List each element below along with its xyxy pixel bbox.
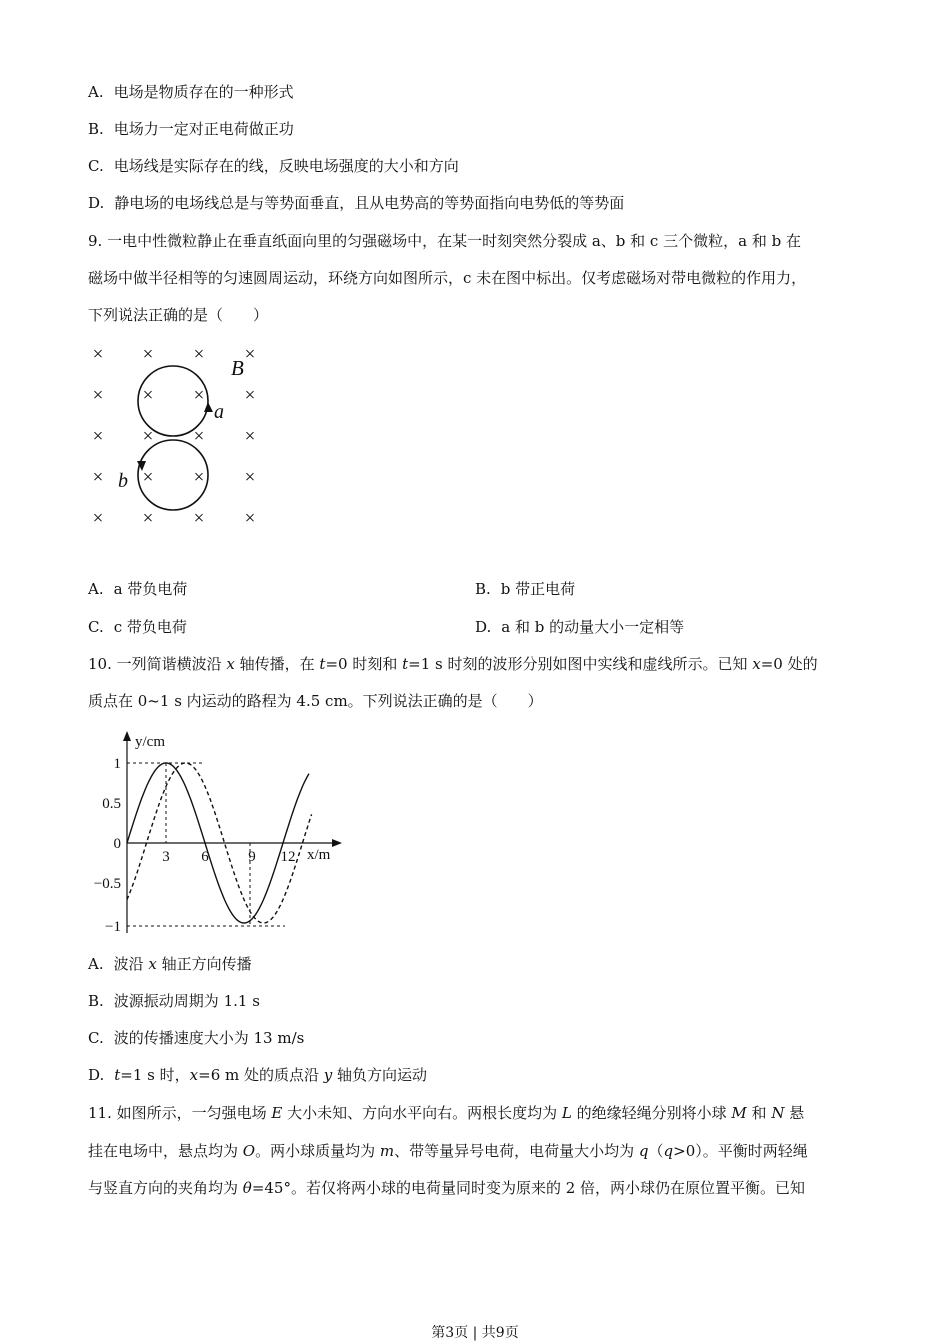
q10-wave-graph (80, 728, 350, 940)
q10-option-a: A. 波沿 x 轴正方向传播 (88, 955, 252, 973)
q11-stem-line-3: 与竖直方向的夹角均为 θ=45°。若仅将两小球的电荷量同时变为原来的 2 倍，两小球仍在原位置平衡。已知 (88, 1179, 806, 1197)
q10-stem-line-1: 10. 一列简谐横波沿 x 轴传播，在 t=0 时刻和 t=1 s 时刻的波形分别如图中实线和虚线所示。已知 x=0 处的 (88, 655, 818, 673)
q10-option-d: D. t=1 s 时，x=6 m 处的质点沿 y 轴负方向运动 (88, 1066, 428, 1084)
field-label-b: B (231, 356, 244, 380)
cross: × (244, 385, 256, 406)
q9-magnetic-field-figure (80, 338, 280, 528)
q9-option-d: D. a 和 b 的动量大小一定相等 (475, 618, 685, 636)
x-axis-arrow-icon (332, 839, 342, 847)
cross: × (142, 508, 154, 528)
y-axis-arrow-icon (123, 731, 131, 741)
cross: × (92, 467, 104, 488)
cross: × (142, 344, 154, 365)
x-axis-label: x/m (307, 847, 331, 863)
cross: × (92, 426, 104, 447)
y-tick-neg0.5: −0.5 (93, 876, 121, 892)
x-tick-3: 3 (162, 849, 170, 865)
q9-option-c: C. c 带负电荷 (88, 618, 187, 636)
q8-option-b: B. 电场力一定对正电荷做正功 (88, 120, 294, 138)
q11-stem-line-2: 挂在电场中，悬点均为 O。两小球质量均为 m、带等量异号电荷，电荷量大小均为 q（q>0）。平衡时两轻绳 (88, 1142, 808, 1160)
cross: × (92, 508, 104, 528)
q10-option-c: C. 波的传播速度大小为 13 m/s (88, 1029, 305, 1047)
q9-stem-line-1: 9. 一电中性微粒静止在垂直纸面向里的匀强磁场中，在某一时刻突然分裂成 a、b 和 c 三个微粒，a 和 b 在 (88, 232, 801, 250)
y-tick-0.5: 0.5 (102, 796, 121, 812)
cross: × (244, 467, 256, 488)
circle-b-label: b (118, 470, 128, 492)
x-tick-12: 12 (280, 849, 296, 865)
cross: × (244, 426, 256, 447)
arrow-a-icon (204, 402, 213, 412)
q8-option-a: A. 电场是物质存在的一种形式 (88, 83, 294, 101)
cross: × (92, 385, 104, 406)
cross: × (244, 508, 256, 528)
cross: × (193, 467, 205, 488)
q10-stem-line-2: 质点在 0~1 s 内运动的路程为 4.5 cm。下列说法正确的是（ ） (88, 692, 543, 710)
x-tick-6: 6 (201, 849, 209, 865)
q9-option-a: A. a 带负电荷 (88, 580, 188, 598)
q8-option-c: C. 电场线是实际存在的线，反映电场强度的大小和方向 (88, 157, 459, 175)
q9-stem-line-3: 下列说法正确的是（ ） (88, 306, 269, 324)
q10-option-b: B. 波源振动周期为 1.1 s (88, 992, 260, 1010)
x-tick-9: 9 (248, 849, 256, 865)
cross: × (92, 344, 104, 365)
cross: × (142, 385, 154, 406)
cross: × (193, 344, 205, 365)
q8-option-d: D. 静电场的电场线总是与等势面垂直，且从电势高的等势面指向电势低的等势面 (88, 194, 625, 212)
y-tick-neg1: −1 (105, 919, 121, 935)
q9-option-b: B. b 带正电荷 (475, 580, 576, 598)
circle-a-label: a (214, 401, 224, 423)
cross: × (193, 426, 205, 447)
y-tick-1: 1 (113, 756, 121, 772)
cross: × (244, 344, 256, 365)
q11-stem-line-1: 11. 如图所示，一匀强电场 E 大小未知、方向水平向右。两根长度均为 L 的绝缘轻绳分别将小球 M 和 N 悬 (88, 1104, 805, 1122)
page-footer: 第3页 | 共9页 (431, 1325, 519, 1341)
cross: × (142, 467, 154, 488)
y-axis-label: y/cm (135, 734, 165, 750)
q9-stem-line-2: 磁场中做半径相等的匀速圆周运动，环绕方向如图所示，c 未在图中标出。仅考虑磁场对带电微粒的作用力， (88, 269, 807, 287)
cross: × (193, 508, 205, 528)
cross: × (193, 385, 205, 406)
y-tick-0: 0 (113, 836, 121, 852)
cross: × (142, 426, 154, 447)
